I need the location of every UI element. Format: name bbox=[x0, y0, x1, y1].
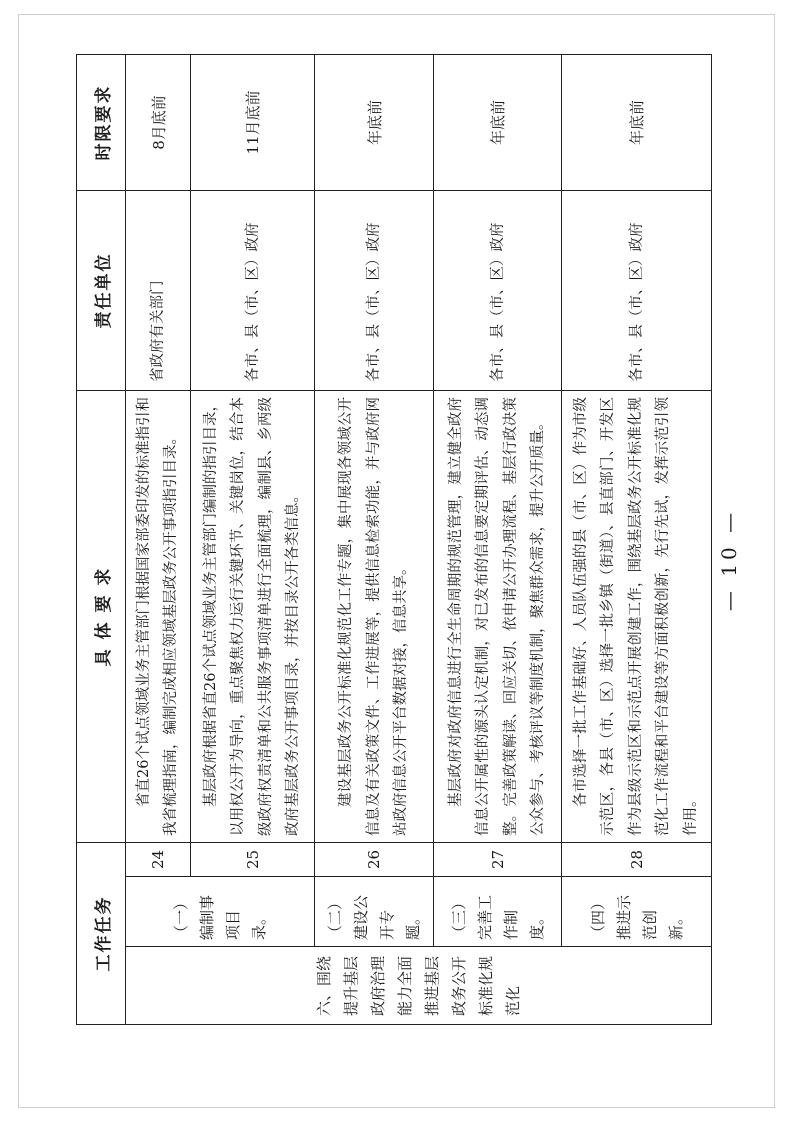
table-row bbox=[315, 54, 434, 1024]
deadline-cell: 年底前 bbox=[562, 54, 712, 190]
row-number: 27 bbox=[434, 842, 562, 876]
header-task: 工作任务 bbox=[77, 842, 126, 1024]
unit-cell: 省政府有关部门 bbox=[126, 190, 191, 390]
row-number: 24 bbox=[126, 842, 191, 876]
table-header-row bbox=[77, 54, 126, 1024]
sub-task-cell: （三）完善工作制度。 bbox=[434, 877, 562, 947]
unit-cell: 各市、县（市、区）政府 bbox=[434, 190, 562, 390]
header-requirement: 具 体 要 求 bbox=[77, 390, 126, 842]
row-number: 28 bbox=[562, 842, 712, 876]
deadline-cell: 年底前 bbox=[315, 54, 434, 190]
requirement-cell: 基层政府根据省直26个试点领域业务主管部门编制的指引目录，以用权公开为导向，重点聚焦权力运行关键环节、关键岗位，结合本级政府权责清单和公共服务事项清单进行全面梳理，编制县、乡两级政府基层政务公开事项目录，并按目录公开各类信息。 bbox=[191, 390, 315, 842]
unit-cell: 各市、县（市、区）政府 bbox=[315, 190, 434, 390]
unit-cell: 各市、县（市、区）政府 bbox=[191, 190, 315, 390]
table-row bbox=[126, 54, 191, 1024]
requirement-cell: 建设基层政务公开标准化规范化工作专题，集中展现各领域公开信息及有关政策文件、工作进展等，提供信息检索功能，并与政府网站政府信息公开平台数据对接，信息共享。 bbox=[315, 390, 434, 842]
sub-task-cell: （一）编制事项目录。 bbox=[126, 877, 315, 947]
deadline-cell: 年底前 bbox=[434, 54, 562, 190]
requirement-cell: 基层政府对政府信息进行全生命周期的规范管理，建立健全政府信息公开属性的源头认定机制，对已发布的信息要定期评估、动态调整。完善政策解读、回应关切、依申请公开办理流程、基层行政决策公众参与、考核评议等制度机制，聚焦群众需求，提升公开质量。 bbox=[434, 390, 562, 842]
unit-cell: 各市、县（市、区）政府 bbox=[562, 190, 712, 390]
sub-task-cell: （二）建设公开专题。 bbox=[315, 877, 434, 947]
main-task-cell: 六、围绕提升基层政府治理能力全面推进基层政务公开标准化规范化 bbox=[126, 947, 712, 1025]
requirement-cell: 各市选择一批工作基础好、人员队伍强的县（市、区）作为市级示范区，各县（市、区）选择一批乡镇（街道）、县直部门、开发区作为县级示范区和示范点开展创建工作，围绕基层政务公开标准化规范化工作流程和平台建设等方面积极创新，先行先试，发挥示范引领作用。 bbox=[562, 390, 712, 842]
work-task-table bbox=[76, 54, 712, 1025]
table-row bbox=[562, 54, 712, 1024]
deadline-cell: 11月底前 bbox=[191, 54, 315, 190]
header-deadline: 时限要求 bbox=[77, 54, 126, 190]
rotated-table-container bbox=[76, 55, 716, 1025]
row-number: 26 bbox=[315, 842, 434, 876]
page-number: — 10 — bbox=[717, 508, 742, 612]
table-row bbox=[434, 54, 562, 1024]
requirement-cell: 省直26个试点领域业务主管部门根据国家部委印发的标准指引和我省梳理指南，编制完成相应领域基层政务公开事项指引目录。 bbox=[126, 390, 191, 842]
row-number: 25 bbox=[191, 842, 315, 876]
deadline-cell: 8月底前 bbox=[126, 54, 191, 190]
header-unit: 责任单位 bbox=[77, 190, 126, 390]
sub-task-cell: （四）推进示范创新。 bbox=[562, 877, 712, 947]
